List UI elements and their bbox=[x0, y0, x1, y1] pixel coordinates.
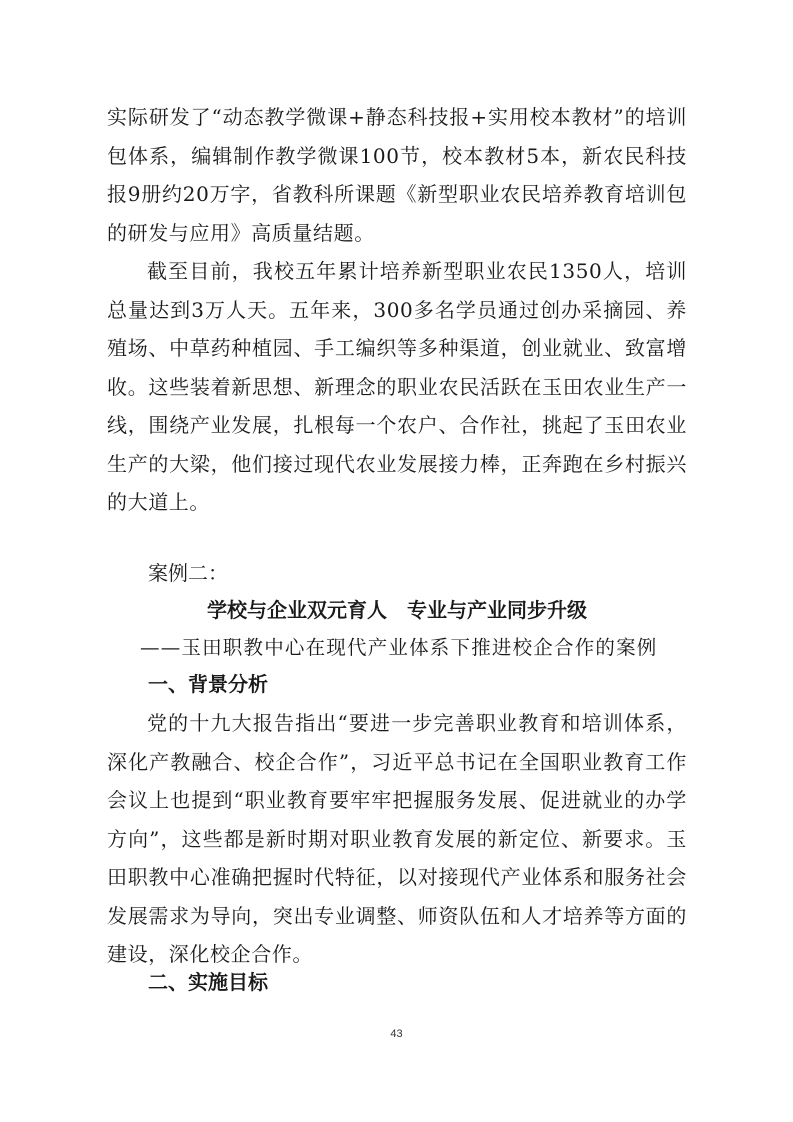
paragraph-continued: 实际研发了“动态教学微课+静态科技报+实用校本教材”的培训包体系，编辑制作教学微课100节，校本教材5本，新农民科技报9册约20万字，省教科所课题《新型职业农民培养教育培训包的研发与应用》高质量结题。 bbox=[107, 105, 687, 245]
page-number: 43 bbox=[390, 1028, 403, 1040]
paragraph-summary: 截至目前，我校五年累计培养新型职业农民1350人，培训总量达到3万人天。五年来，300多名学员通过创办采摘园、养殖场、中草药种植园、手工编织等多种渠道，创业就业、致富增收。这些装着新思想、新理念的职业农民活跃在玉田农业生产一线，围绕产业发展，扎根每一个农户、合作社，挑起了玉田农业生产的大梁，他们接过现代农业发展接力棒，正奔跑在乡村振兴的大道上。 bbox=[107, 259, 687, 514]
paragraph-background: 党的十九大报告指出“要进一步完善职业教育和培训体系，深化产教融合、校企合作”，习近平总书记在全国职业教育工作会议上也提到“职业教育要牢牢把握服务发展、促进就业的办学方向”，这些都是新时期对职业教育发展的新定位、新要求。玉田职教中心准确把握时代特征，以对接现代产业体系和服务社会发展需求为导向，突出专业调整、师资队伍和人才培养等方面的建设，深化校企合作。 bbox=[107, 711, 687, 966]
case-title: 学校与企业双元育人 专业与产业同步升级 bbox=[207, 598, 587, 622]
case-subtitle: ——玉田职教中心在现代产业体系下推进校企合作的案例 bbox=[140, 636, 658, 659]
section-heading-goals: 二、实施目标 bbox=[148, 970, 268, 994]
section-heading-background: 一、背景分析 bbox=[148, 672, 268, 696]
case-label: 案例二： bbox=[148, 561, 228, 585]
